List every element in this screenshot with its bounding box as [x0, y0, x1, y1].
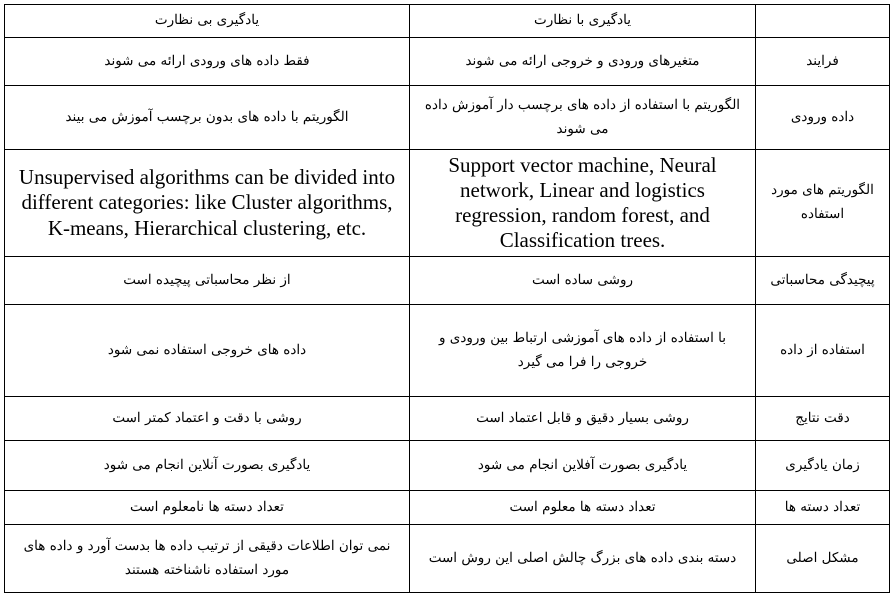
table-row-algorithms — [5, 150, 890, 257]
table-row-main-problem — [5, 525, 890, 593]
comparison-table — [4, 4, 890, 593]
cell-supervised-process: متغیرهای ورودی و خروجی ارائه می شوند — [410, 38, 756, 86]
row-label-complexity: پیچیدگی محاسباتی — [756, 257, 890, 305]
header-supervised: یادگیری با نظارت — [410, 5, 756, 38]
table-row-process — [5, 38, 890, 86]
cell-unsupervised-complexity: از نظر محاسباتی پیچیده است — [5, 257, 410, 305]
row-label-algorithms: الگوریتم های مورد استفاده — [756, 150, 890, 257]
cell-unsupervised-main-problem: نمی توان اطلاعات دقیقی از ترتیب داده ها بدست آورد و داده های مورد استفاده ناشناخته هستند — [5, 525, 410, 593]
cell-unsupervised-accuracy: روشی با دقت و اعتماد کمتر است — [5, 397, 410, 441]
cell-supervised-algorithms: Support vector machine, Neural network, Linear and logistics regression, random forest, and Classification trees. — [410, 150, 756, 257]
cell-unsupervised-process: فقط داده های ورودی ارائه می شوند — [5, 38, 410, 86]
table-row-class-count — [5, 491, 890, 525]
table-row-complexity — [5, 257, 890, 305]
table-row-data-usage — [5, 305, 890, 397]
row-label-process: فرایند — [756, 38, 890, 86]
row-label-class-count: تعداد دسته ها — [756, 491, 890, 525]
cell-supervised-accuracy: روشی بسیار دقیق و قابل اعتماد است — [410, 397, 756, 441]
cell-supervised-data-usage: با استفاده از داده های آموزشی ارتباط بین ورودی و خروجی را فرا می گیرد — [410, 305, 756, 397]
table-row-learning-time — [5, 441, 890, 491]
cell-supervised-learning-time: یادگیری بصورت آفلاین انجام می شود — [410, 441, 756, 491]
cell-supervised-main-problem: دسته بندی داده های بزرگ چالش اصلی این روش است — [410, 525, 756, 593]
row-label-data-usage: استفاده از داده — [756, 305, 890, 397]
cell-unsupervised-class-count: تعداد دسته ها نامعلوم است — [5, 491, 410, 525]
cell-unsupervised-algorithms: Unsupervised algorithms can be divided into different categories: like Cluster algorithms, K-means, Hierarchical clustering, etc. — [5, 150, 410, 257]
comparison-table-container — [4, 4, 889, 593]
header-row — [5, 5, 890, 38]
header-corner-cell — [756, 5, 890, 38]
cell-supervised-class-count: تعداد دسته ها معلوم است — [410, 491, 756, 525]
row-label-accuracy: دقت نتایج — [756, 397, 890, 441]
cell-supervised-complexity: روشی ساده است — [410, 257, 756, 305]
table-row-input-data — [5, 86, 890, 150]
cell-unsupervised-data-usage: داده های خروجی استفاده نمی شود — [5, 305, 410, 397]
cell-unsupervised-input-data: الگوریتم با داده های بدون برچسب آموزش می بیند — [5, 86, 410, 150]
header-unsupervised: یادگیری بی نظارت — [5, 5, 410, 38]
table-row-accuracy — [5, 397, 890, 441]
row-label-learning-time: زمان یادگیری — [756, 441, 890, 491]
cell-supervised-input-data: الگوریتم با استفاده از داده های برچسب دار آموزش داده می شوند — [410, 86, 756, 150]
row-label-main-problem: مشکل اصلی — [756, 525, 890, 593]
cell-unsupervised-learning-time: یادگیری بصورت آنلاین انجام می شود — [5, 441, 410, 491]
row-label-input-data: داده ورودی — [756, 86, 890, 150]
